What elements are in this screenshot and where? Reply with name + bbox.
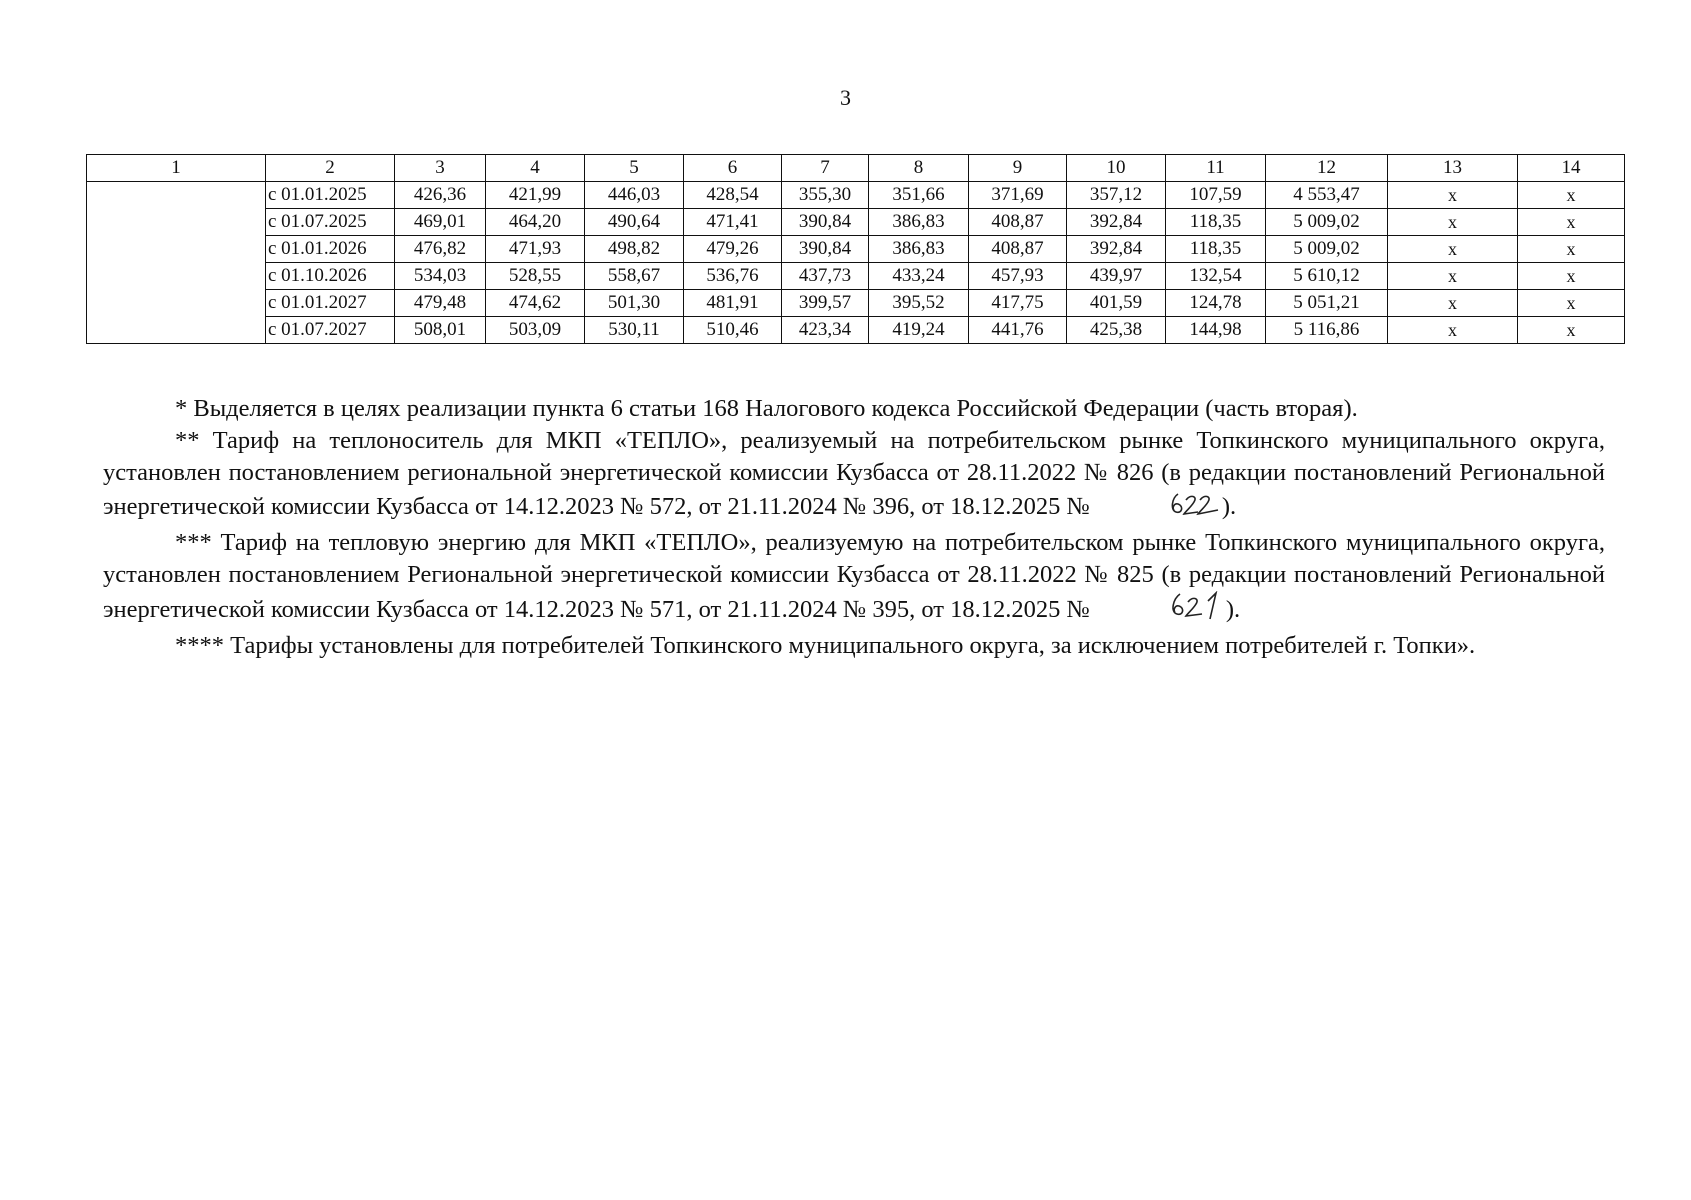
- table-cell-value: 392,84: [1067, 209, 1166, 236]
- table-cell-value: 490,64: [585, 209, 684, 236]
- header-cell: 8: [869, 155, 969, 182]
- footnote-text: *** Тариф на тепловую энергию для МКП «ТЕПЛО», реализуемую на потребительском рынке Топкинского муниципального округа, установлен постановлением Региональной энергетической комиссии Кузбасса от 28.11.2022 № 825 (в редакции постановлений Региональной энергетической комиссии Кузбасса от 14.12.2023 № 571, от 21.11.2024 № 395, от 18.12.2025 №: [103, 528, 1605, 624]
- table-cell-value: 457,93: [969, 263, 1067, 290]
- header-cell: 10: [1067, 155, 1166, 182]
- table-cell-x: х: [1518, 182, 1625, 209]
- header-cell: 7: [782, 155, 869, 182]
- table-cell-value: 401,59: [1067, 290, 1166, 317]
- handwritten-number: [1096, 591, 1226, 630]
- footnote-text: ** Тариф на теплоноситель для МКП «ТЕПЛО», реализуемый на потребительском рынке Топкинского муниципального округа, установлен постановлением региональной энергетической комиссии Кузбасса от 28.11.2022 № 826 (в редакции постановлений Региональной энергетической комиссии Кузбасса от 14.12.2023 № 572, от 21.11.2024 № 396, от 18.12.2025 №: [103, 427, 1605, 520]
- table-cell-value: 4 553,47: [1266, 182, 1388, 209]
- footnote-vat: * Выделяется в целях реализации пункта 6 статьи 168 Налогового кодекса Российской Федерации (часть вторая).: [175, 395, 1358, 422]
- table-cell-period: с 01.01.2026: [266, 236, 395, 263]
- footnote-text-end: ).: [1225, 596, 1241, 624]
- table-cell-value: 441,76: [969, 317, 1067, 344]
- table-cell-value: 474,62: [486, 290, 585, 317]
- header-cell: 12: [1266, 155, 1388, 182]
- table-cell-value: 439,97: [1067, 263, 1166, 290]
- tariff-table-body: [87, 155, 1625, 344]
- table-cell-value: 390,84: [782, 209, 869, 236]
- table-cell-value: 479,48: [395, 290, 486, 317]
- table-cell-value: 469,01: [395, 209, 486, 236]
- table-cell-value: 107,59: [1166, 182, 1266, 209]
- table-cell-x: х: [1518, 236, 1625, 263]
- table-cell-value: 124,78: [1166, 290, 1266, 317]
- table-cell-period: с 01.07.2027: [266, 317, 395, 344]
- header-cell: 13: [1388, 155, 1518, 182]
- table-cell-value: 421,99: [486, 182, 585, 209]
- table-cell-value: 371,69: [969, 182, 1067, 209]
- table-cell-value: 476,82: [395, 236, 486, 263]
- page-number: 3: [840, 85, 851, 110]
- table-cell-period: с 01.01.2027: [266, 290, 395, 317]
- table-cell-value: 408,87: [969, 236, 1067, 263]
- table-cell-period: с 01.07.2025: [266, 209, 395, 236]
- table-row: [87, 290, 1625, 317]
- table-cell-period: с 01.10.2026: [266, 263, 395, 290]
- table-cell-value: 425,38: [1067, 317, 1166, 344]
- table-cell-value: 501,30: [585, 290, 684, 317]
- table-cell-value: 144,98: [1166, 317, 1266, 344]
- table-row: [87, 182, 1625, 209]
- table-cell-value: 390,84: [782, 236, 869, 263]
- table-cell-value: 351,66: [869, 182, 969, 209]
- table-cell-value: 510,46: [684, 317, 782, 344]
- footnote-heat-tariff: [103, 527, 1605, 631]
- header-cell: 4: [486, 155, 585, 182]
- footnotes: [103, 393, 1605, 663]
- table-cell-x: х: [1388, 317, 1518, 344]
- table-cell-value: 395,52: [869, 290, 969, 317]
- header-cell: 9: [969, 155, 1067, 182]
- table-cell-value: 132,54: [1166, 263, 1266, 290]
- table-cell-value: 528,55: [486, 263, 585, 290]
- table-cell-value: 428,54: [684, 182, 782, 209]
- footnote-text-end: ).: [1221, 492, 1237, 520]
- table-cell-value: 408,87: [969, 209, 1067, 236]
- table-cell-x: х: [1518, 290, 1625, 317]
- table-cell-value: 5 009,02: [1266, 236, 1388, 263]
- table-cell-value: 419,24: [869, 317, 969, 344]
- table-cell-value: 433,24: [869, 263, 969, 290]
- table-cell-value: 479,26: [684, 236, 782, 263]
- table-cell-value: 5 009,02: [1266, 209, 1388, 236]
- table-cell-group: [87, 182, 266, 344]
- table-cell-value: 118,35: [1166, 236, 1266, 263]
- table-cell-value: 498,82: [585, 236, 684, 263]
- footnote-consumers: **** Тарифы установлены для потребителей Топкинского муниципального округа, за исключением потребителей г. Топки».: [175, 632, 1476, 660]
- table-cell-value: 392,84: [1067, 236, 1166, 263]
- table-cell-value: 357,12: [1067, 182, 1166, 209]
- table-cell-value: 446,03: [585, 182, 684, 209]
- table-cell-value: 437,73: [782, 263, 869, 290]
- footnote-coolant-tariff: [103, 425, 1605, 527]
- tariff-table: [86, 154, 1625, 344]
- table-cell-value: 386,83: [869, 209, 969, 236]
- table-cell-value: 534,03: [395, 263, 486, 290]
- header-cell: 6: [684, 155, 782, 182]
- table-row: [87, 236, 1625, 263]
- table-header-row: [87, 155, 1625, 182]
- table-cell-value: 503,09: [486, 317, 585, 344]
- table-cell-value: 399,57: [782, 290, 869, 317]
- header-cell: 11: [1166, 155, 1266, 182]
- table-row: [87, 317, 1625, 344]
- table-cell-value: 426,36: [395, 182, 486, 209]
- header-cell: 1: [87, 155, 266, 182]
- table-cell-value: 558,67: [585, 263, 684, 290]
- table-cell-value: 508,01: [395, 317, 486, 344]
- table-cell-period: с 01.01.2025: [266, 182, 395, 209]
- table-cell-value: 417,75: [969, 290, 1067, 317]
- table-row: [87, 209, 1625, 236]
- table-cell-value: 118,35: [1166, 209, 1266, 236]
- header-cell: 3: [395, 155, 486, 182]
- header-cell: 5: [585, 155, 684, 182]
- table-cell-value: 5 610,12: [1266, 263, 1388, 290]
- table-cell-value: 464,20: [486, 209, 585, 236]
- table-cell-value: 423,34: [782, 317, 869, 344]
- table-cell-value: 481,91: [684, 290, 782, 317]
- table-cell-x: х: [1388, 182, 1518, 209]
- table-cell-value: 471,93: [486, 236, 585, 263]
- table-cell-value: 536,76: [684, 263, 782, 290]
- table-cell-value: 355,30: [782, 182, 869, 209]
- table-row: [87, 263, 1625, 290]
- table-cell-x: х: [1518, 263, 1625, 290]
- table-cell-value: 5 116,86: [1266, 317, 1388, 344]
- table-cell-x: х: [1388, 263, 1518, 290]
- handwritten-number: [1096, 490, 1222, 527]
- table-cell-value: 471,41: [684, 209, 782, 236]
- table-cell-x: х: [1388, 290, 1518, 317]
- table-cell-x: х: [1388, 209, 1518, 236]
- table-cell-x: х: [1518, 317, 1625, 344]
- table-cell-value: 5 051,21: [1266, 290, 1388, 317]
- header-cell: 14: [1518, 155, 1625, 182]
- header-cell: 2: [266, 155, 395, 182]
- table-cell-x: х: [1518, 209, 1625, 236]
- table-cell-value: 530,11: [585, 317, 684, 344]
- table-cell-value: 386,83: [869, 236, 969, 263]
- table-cell-x: х: [1388, 236, 1518, 263]
